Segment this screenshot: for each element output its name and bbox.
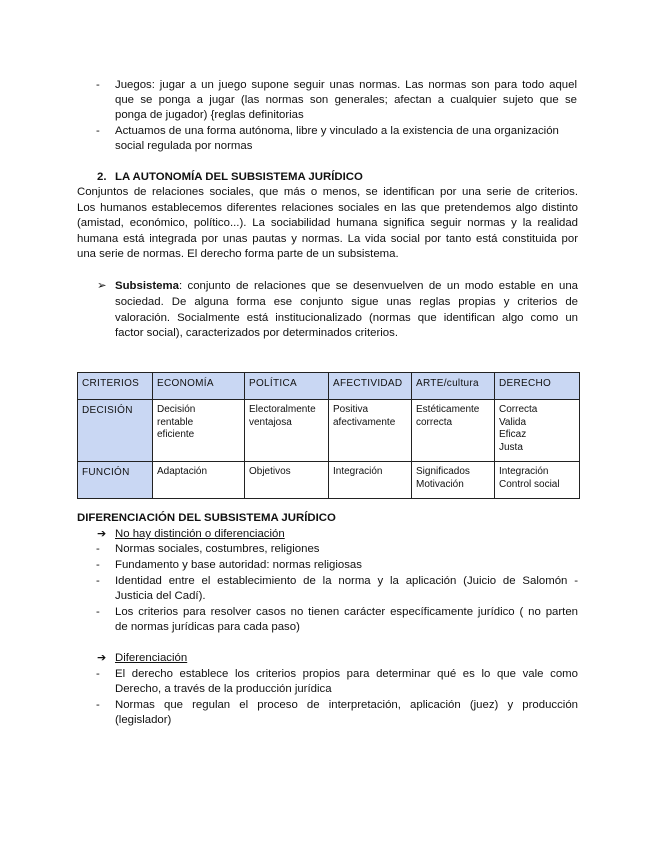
table-row-label: DECISIÓN: [78, 400, 153, 462]
bullet-line: Actuamos de una forma autónoma, libre y vinculado a la existencia de una organización: [115, 125, 559, 137]
bullet-dash: -: [96, 543, 100, 555]
differentiation-title: DIFERENCIACIÓN DEL SUBSISTEMA JURÍDICO: [77, 512, 336, 524]
criteria-table: [77, 372, 580, 499]
table-header-cell: ARTE/cultura: [412, 373, 495, 400]
bullet-line: Juegos: jugar a un juego supone seguir unas normas. Las normas son para todo aquel: [115, 79, 577, 91]
table-header-cell: DERECHO: [495, 373, 580, 400]
paragraph-line: humana está integrada por unas pautas y normas. La vida social por tanto está constituida por: [77, 233, 578, 245]
section-title: LA AUTONOMÍA DEL SUBSISTEMA JURÍDICO: [115, 171, 363, 183]
arrow-right-icon: ➔: [97, 652, 107, 664]
bullet-line: ponga de jugador) {reglas definitorias: [115, 109, 304, 121]
bullet-dash: -: [96, 699, 100, 711]
paragraph-line: (amistad, económico, político...). La sociabilidad humana significa seguir normas y la realidad: [77, 217, 578, 229]
table-cell: Positiva afectivamente: [329, 400, 412, 462]
bullet-dash: -: [96, 559, 100, 571]
bullet-line: Identidad entre el establecimiento de la norma y la aplicación (Juicio de Salomón -: [115, 575, 578, 587]
bullet-line: Fundamento y base autoridad: normas religiosas: [115, 559, 362, 571]
paragraph-line: Conjuntos de relaciones sociales, que más o menos, se identifican por una serie de criterios.: [77, 186, 578, 198]
table-cell: Integración Control social: [495, 462, 580, 499]
table-cell: Correcta Valida Eficaz Justa: [495, 400, 580, 462]
bullet-line: Normas sociales, costumbres, religiones: [115, 543, 320, 555]
table-header-cell: AFECTIVIDAD: [329, 373, 412, 400]
table-cell: Estéticamente correcta: [412, 400, 495, 462]
bullet-line: (legislador): [115, 714, 172, 726]
table-cell: Adaptación: [153, 462, 245, 499]
table-header-row: [78, 373, 580, 400]
subsystem-line: valoración. Socialmente está institucionalizado (normas que identifican algo como un: [115, 312, 578, 324]
bullet-line: social regulada por normas: [115, 140, 253, 152]
table-cell: Significados Motivación: [412, 462, 495, 499]
bullet-dash: -: [96, 668, 100, 680]
arrow-bullet-icon: ➢: [97, 280, 107, 292]
bullet-line: de normas jurídicas para cada paso): [115, 621, 300, 633]
table-row: [78, 462, 580, 499]
subheading: Diferenciación: [115, 652, 188, 664]
bullet-line: Normas que regulan el proceso de interpretación, aplicación (juez) y producción: [115, 699, 578, 711]
arrow-right-icon: ➔: [97, 528, 107, 540]
subsystem-term: Subsistema: [115, 280, 179, 292]
bullet-dash: -: [96, 606, 100, 618]
table-header-cell: POLÍTICA: [245, 373, 329, 400]
table-header-cell: CRITERIOS: [78, 373, 153, 400]
paragraph-line: una serie de normas. El derecho forma parte de un subsistema.: [77, 248, 399, 260]
table-cell: Electoralmente ventajosa: [245, 400, 329, 462]
bullet-dash: -: [96, 79, 100, 91]
table-row-label: FUNCIÓN: [78, 462, 153, 499]
subsystem-line: Subsistema: conjunto de relaciones que se desenvuelven de un modo estable en una: [115, 280, 578, 292]
table-cell: Decisión rentable eficiente: [153, 400, 245, 462]
table-row: [78, 400, 580, 462]
subsystem-line: factor social), caracterizados por determinados criterios.: [115, 327, 398, 339]
subsystem-line: sociedad. De alguna forma ese conjunto sigue unas reglas propias y criterios de: [115, 296, 578, 308]
bullet-line: Justicia del Cadí).: [115, 590, 206, 602]
subheading: No hay distinción o diferenciación: [115, 528, 285, 540]
bullet-line: El derecho establece los criterios propios para determinar qué es lo que vale como: [115, 668, 578, 680]
paragraph-line: Los humanos establecemos diferentes relaciones sociales en las que pretendemos algo distinto: [77, 202, 578, 214]
bullet-dash: -: [96, 125, 100, 137]
table-cell: Objetivos: [245, 462, 329, 499]
bullet-line: que se ponga a jugar (las normas son generales; afectan a cualquier sujeto que se: [115, 94, 577, 106]
table-header-cell: ECONOMÍA: [153, 373, 245, 400]
table-cell: Integración: [329, 462, 412, 499]
bullet-line: Los criterios para resolver casos no tienen carácter específicamente jurídico ( no parten: [115, 606, 578, 618]
bullet-line: Derecho, a través de la producción jurídica: [115, 683, 332, 695]
section-number: 2.: [97, 171, 107, 183]
bullet-dash: -: [96, 575, 100, 587]
